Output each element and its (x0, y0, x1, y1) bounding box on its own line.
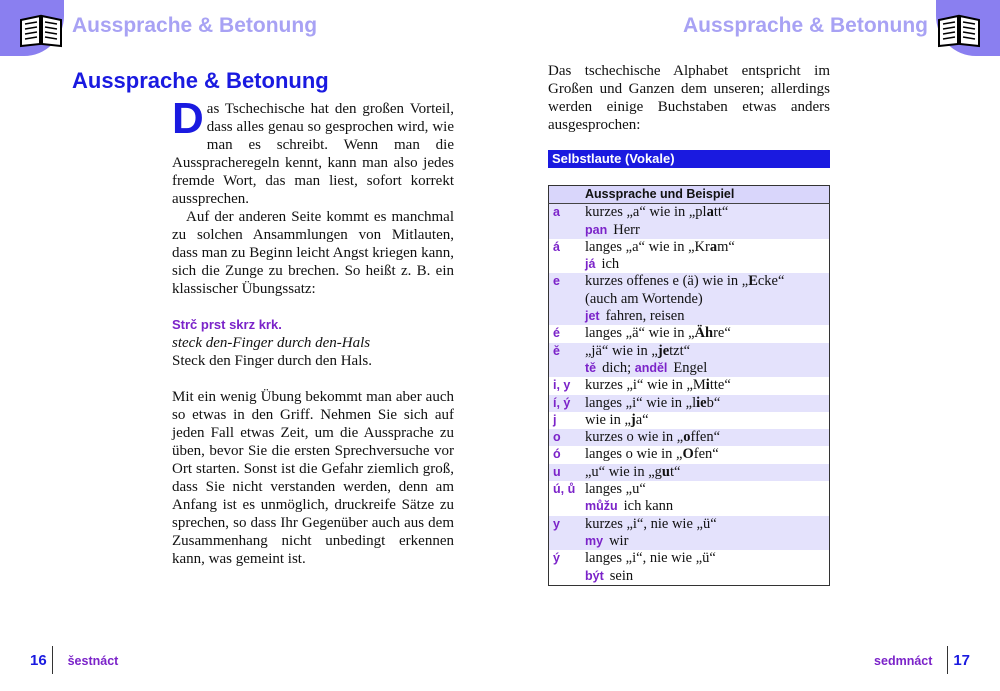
pronunciation-description: kurzes „i“ wie in „Mitte“ (585, 377, 731, 394)
example-word-german: Engel (673, 359, 708, 376)
vowel-letter (549, 291, 584, 308)
pronunciation-description: (auch am Wortende) (583, 291, 830, 308)
table-row (549, 256, 830, 273)
example-word-czech: my (585, 533, 604, 548)
book-icon (936, 12, 982, 48)
example-line (583, 568, 830, 586)
section-header-vowels: Selbstlaute (Vokale) (548, 150, 830, 168)
table-row (549, 464, 830, 481)
pronunciation-description: langes „i“, nie wie „ü“ (585, 550, 716, 567)
vowel-letter: i, y (553, 378, 571, 393)
left-body-text (172, 94, 454, 568)
book-icon (18, 12, 64, 48)
chapter-title: Aussprache & Betonung (72, 68, 329, 93)
table-row (549, 498, 830, 515)
vowel-table (548, 185, 830, 586)
table-row (549, 273, 830, 290)
table-row (549, 360, 830, 377)
table-row (549, 343, 830, 360)
pronunciation-description: kurzes „i“, nie wie „ü“ (583, 516, 830, 533)
table-row (549, 550, 830, 567)
example-line (583, 308, 830, 325)
vowel-letter: u (549, 464, 584, 481)
example-sentence-czech: Strč prst skrz krk. (172, 317, 282, 332)
paragraph-2: Auf der anderen Seite kommt es manchmal zu solchen Ansammlungen von Mitlauten, dass man zu Beginn leicht Angst kriegen kann, sich die Zunge zu brechen. So heißt z. B. ein klassischer Übungssatz: (172, 209, 454, 297)
vowel-letter (549, 568, 584, 586)
vowel-letter: e (549, 273, 584, 290)
table-row (549, 222, 830, 239)
running-title-left: Aussprache & Betonung (72, 14, 318, 37)
example-word-czech: anděl (634, 360, 668, 375)
example-word-german: ich kann (623, 498, 674, 515)
example-word-czech: tě (585, 360, 597, 375)
example-word-german: wir (609, 532, 629, 549)
page-number-word: šestnáct (67, 654, 119, 668)
vowel-letter (549, 222, 584, 239)
example-word-german: sein (609, 567, 634, 584)
example-line (583, 360, 830, 377)
page-number: 16 (30, 652, 47, 669)
table-row (549, 533, 830, 550)
example-literal-translation: steck den-Finger durch den-Hals (172, 335, 371, 351)
vowel-letter (549, 533, 584, 550)
vowel-letter: ý (553, 551, 560, 566)
pronunciation-description: wie in „ja“ (585, 411, 649, 428)
table-row (549, 446, 830, 463)
table-row (549, 516, 830, 533)
table-row (549, 395, 830, 412)
example-line (583, 222, 830, 239)
page-number-word: sedmnáct (874, 654, 933, 668)
table-header-label: Aussprache und Beispiel (583, 186, 830, 204)
table-row (549, 412, 830, 429)
table-row (549, 239, 830, 256)
example-translation: Steck den Finger durch den Hals. (172, 353, 372, 369)
table-row (549, 429, 830, 446)
pronunciation-description: langes „ä“ wie in „Ähre“ (585, 325, 731, 342)
vowel-letter: j (553, 412, 557, 427)
pronunciation-description: langes „a“ wie in „Kram“ (585, 238, 735, 255)
table-header-row (549, 186, 830, 204)
example-word-german: dich; (602, 359, 632, 376)
vowel-letter: a (549, 204, 584, 222)
vowel-letter (549, 360, 584, 377)
vowel-letter (549, 498, 584, 515)
example-line (583, 498, 830, 515)
vowel-letter: y (549, 516, 584, 533)
pronunciation-description: kurzes o wie in „offen“ (583, 429, 830, 446)
table-row (549, 568, 830, 586)
pronunciation-description: kurzes „a“ wie in „platt“ (583, 204, 830, 222)
pronunciation-description: „jä“ wie in „jetzt“ (583, 343, 830, 360)
table-row (549, 291, 830, 308)
example-word-german: ich (601, 256, 620, 273)
table-header-empty (549, 186, 584, 204)
table-row (549, 308, 830, 325)
intro-paragraph (172, 94, 454, 208)
table-row (549, 204, 830, 222)
example-line (583, 256, 830, 273)
paragraph-3: Mit ein wenig Übung bekommt man aber auch so etwas in den Griff. Nehmen Sie sich auf jeden Fall etwas Zeit, um die Aussprache zu üben, bevor Sie die ersten Sprechversuche vor Ort starten. Sonst ist die Gefahr ziemlich groß, dass Sie nicht verstanden werden, denn am Anfang ist es unmöglich, druckreife Sätze zu sprechen, so dass Ihr Gegenüber auch aus dem Zusammenhang nicht unbedingt erkennen kann, was gemeint ist. (172, 389, 454, 567)
table-row (549, 325, 830, 342)
paragraph-1: as Tschechische hat den großen Vorteil, dass alles genau so gesprochen wird, wie man es schreibt. Wenn man die Ausspracheregeln kennt, kann man also jedes fremde Wort, das man liest, sofort korrekt aussprechen. (172, 101, 454, 207)
example-line (583, 533, 830, 550)
vowel-letter (549, 256, 584, 273)
vowel-letter: í, ý (549, 395, 584, 412)
example-word-czech: já (585, 257, 596, 272)
pronunciation-description: langes o wie in „Ofen“ (585, 446, 719, 463)
pronunciation-description: langes „i“ wie in „lieb“ (583, 395, 830, 412)
vowel-letter: ě (549, 343, 584, 360)
vowel-letter: á (553, 239, 560, 254)
page-number: 17 (953, 652, 970, 669)
example-word-czech: pan (585, 222, 608, 237)
page-footer-left (30, 652, 118, 670)
example-word-german: Herr (613, 221, 640, 238)
vowel-letter: é (553, 326, 560, 341)
vowel-letter (549, 308, 584, 325)
pronunciation-description: langes „u“ (585, 481, 646, 498)
example-word-czech: můžu (585, 499, 618, 514)
vowel-letter: ó (553, 447, 561, 462)
pronunciation-description: kurzes offenes e (ä) wie in „Ecke“ (583, 273, 830, 290)
vowel-letter: o (549, 429, 584, 446)
pronunciation-description: „u“ wie in „gut“ (583, 464, 830, 481)
drop-cap: D (172, 94, 204, 143)
example-word-czech: být (585, 568, 604, 583)
page-footer-right (874, 652, 970, 670)
alphabet-intro: Das tschechische Alphabet entspricht im Großen und Ganzen dem unseren; allerdings werden einige Buchstaben etwas anders ausgesprochen: (548, 63, 830, 133)
example-word-czech: jet (585, 309, 600, 324)
table-row (549, 377, 830, 394)
table-row (549, 481, 830, 498)
vowel-letter: ú, ů (553, 482, 576, 497)
running-title-right: Aussprache & Betonung (682, 14, 928, 37)
example-word-german: fahren, reisen (605, 308, 685, 325)
